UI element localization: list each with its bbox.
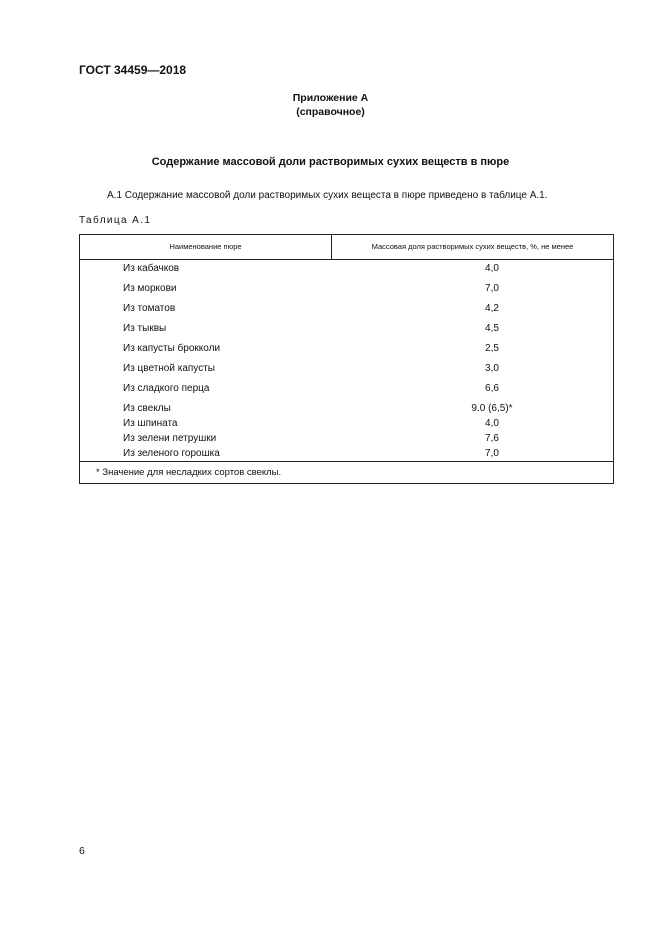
header-value-column: Массовая доля растворимых сухих веществ, %, не менее xyxy=(371,242,574,251)
row-value: 4,0 xyxy=(485,418,499,429)
row-name: Из томатов xyxy=(123,303,176,314)
table-row xyxy=(80,447,613,461)
row-value: 2,5 xyxy=(485,343,499,354)
row-name: Из цветной капусты xyxy=(123,363,215,374)
table-footnote: * Значение для несладких сортов свеклы. xyxy=(96,467,282,478)
table-row xyxy=(80,262,613,276)
appendix-title: Приложение А xyxy=(292,92,369,104)
page-number: 6 xyxy=(79,845,85,857)
appendix-subtitle: (справочное) xyxy=(296,106,365,118)
row-value: 6,6 xyxy=(485,383,499,394)
row-value: 7,0 xyxy=(485,283,499,294)
table-row xyxy=(80,417,613,431)
row-value: 4,0 xyxy=(485,263,499,274)
table-row xyxy=(80,362,613,376)
intro-paragraph: А.1 Содержание массовой доли растворимых сухих вещеста в пюре приведено в таблице А.1. xyxy=(107,190,548,201)
table-row xyxy=(80,302,613,316)
row-value: 3,0 xyxy=(485,363,499,374)
table-footnote-row xyxy=(80,461,613,484)
row-name: Из кабачков xyxy=(123,263,180,274)
appendix-heading xyxy=(0,91,661,119)
table-row xyxy=(80,342,613,356)
header-name-column: Наименование пюре xyxy=(80,235,332,259)
row-value: 9.0 (6,5)* xyxy=(471,403,513,414)
table-row xyxy=(80,402,613,416)
row-name: Из сладкого перца xyxy=(123,383,210,394)
row-value: 7,0 xyxy=(485,448,499,459)
row-value: 7,6 xyxy=(485,433,499,444)
row-name: Из тыквы xyxy=(123,323,167,334)
section-title: Содержание массовой доли растворимых сухих веществ в пюре xyxy=(151,156,510,168)
row-name: Из капусты брокколи xyxy=(123,343,221,354)
row-name: Из шпината xyxy=(123,418,178,429)
table-row xyxy=(80,322,613,336)
content-table xyxy=(79,234,614,484)
row-value: 4,2 xyxy=(485,303,499,314)
row-name: Из зеленого горошка xyxy=(123,448,220,459)
row-name: Из зелени петрушки xyxy=(123,433,217,444)
row-name: Из моркови xyxy=(123,283,177,294)
row-name: Из свеклы xyxy=(123,403,171,414)
table-header xyxy=(80,235,613,260)
table-row xyxy=(80,282,613,296)
table-caption: Таблица А.1 xyxy=(79,215,152,226)
row-value: 4,5 xyxy=(485,323,499,334)
document-standard-number: ГОСТ 34459—2018 xyxy=(79,63,187,77)
table-row xyxy=(80,432,613,446)
table-row xyxy=(80,382,613,396)
